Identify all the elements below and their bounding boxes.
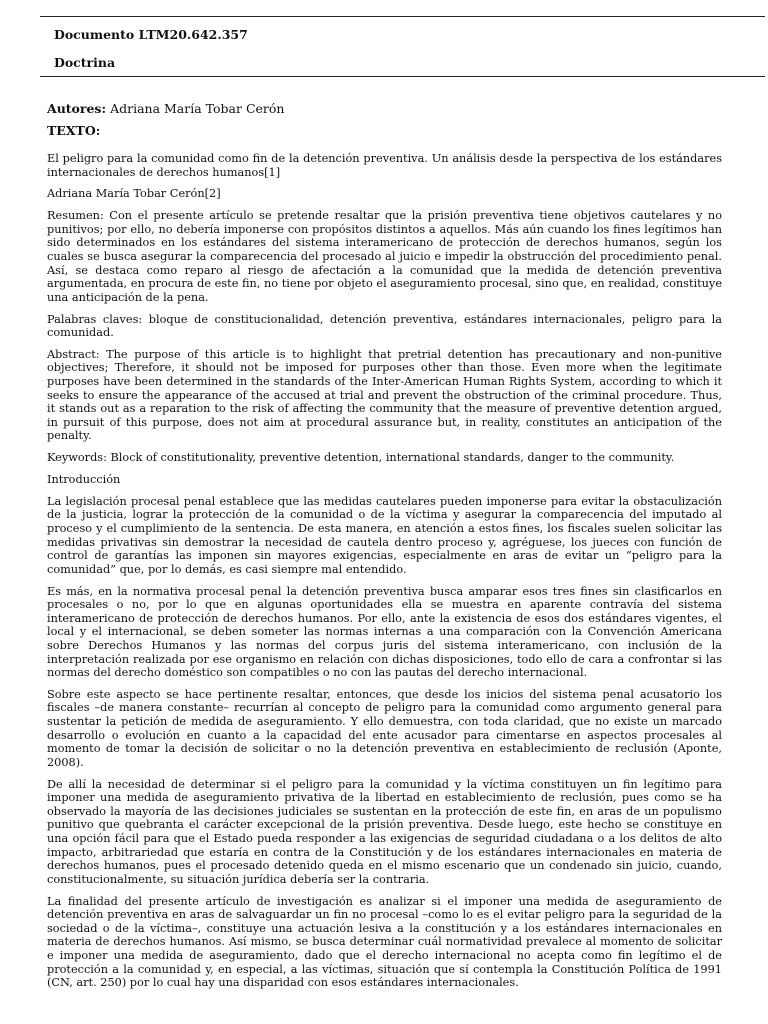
abstract-es: Resumen: Con el presente artículo se pretende resaltar que la prisión preventiva tiene objetivos cautelares y no punitivos; por ello, no debería imponerse con propósitos distintos a aquellos. Más aún cuando los fines legítimos han sido determinados en los estándares del sistema interamericano de protección de derechos humanos, según los cuales se busca asegurar la comparecencia del procesado al juicio e impedir la obstrucción del procedimiento penal. Así, se destaca como reparo al riesgo de afectación a la comunidad que la medida de detención preventiva argumentada, en procura de este fin, no tiene por objeto el aseguramiento procesal, sino que, en realidad, constituye una anticipación de la pena. — [47, 209, 722, 304]
abstract-en: Abstract: The purpose of this article is to highlight that pretrial detention has precautionary and non-punitive objectives; Therefore, it should not be imposed for purposes other than those. Even more when the legitimate purposes have been determined in the standards of the Inter-American Human Rights System, according to which it seeks to ensure the appearance of the accused at trial and prevent the obstruction of the criminal procedure. Thus, it stands out as a reparation to the risk of affecting the community that the measure of preventive detention argued, in pursuit of this purpose, does not aim at procedural assurance but, in reality, constitutes an anticipation of the penalty. — [47, 347, 722, 443]
section-title: Doctrina — [54, 55, 116, 70]
header-bottom-rule — [40, 76, 765, 77]
body-paragraph: Es más, en la normativa procesal penal la detención preventiva busca amparar esos tres fines sin clasificarlos en procesales o no, por lo que en algunas oportunidades ella se muestra en aparente contravía del sistema interamericano de protección de derechos humanos. Por ello, ante la existencia de esos dos estándares vigentes, el local y el internacional, se deben someter las normas internas a una comparación con la Convención Americana sobre Derechos Humanos y las normas del corpus juris del sistema interamericano, con inclusión de la interpretación realizada por ese organismo en relación con dichas disposiciones, todo ello de cara a confrontar si las normas del derecho doméstico son compatibles o no con las pautas del derecho internacional. — [47, 584, 722, 680]
article-title: El peligro para la comunidad como fin de la detención preventiva. Un análisis desde la perspectiva de los estándares internacionales de derechos humanos[1] — [47, 152, 722, 179]
body-paragraph: Sobre este aspecto se hace pertinente resaltar, entonces, que desde los inicios del sistema penal acusatorio los fiscales –de manera constante– recurrían al concepto de peligro para la comunidad como argumento general para sustentar la petición de medida de aseguramiento. Y ello demuestra, con toda claridad, que no existe un marcado desarrollo o evolución en cuanto a la capacidad del ente acusador para cimentarse en aspectos procesales al momento de tomar la decisión de solicitar o no la detención preventiva en establecimiento de reclusión (Aponte, 2008). — [47, 687, 722, 769]
document-id: Documento LTM20.642.357 — [54, 27, 248, 42]
article-author: Adriana María Tobar Cerón[2] — [47, 187, 221, 201]
body-paragraph: La finalidad del presente artículo de investigación es analizar si el imponer una medida de aseguramiento de detención preventiva en aras de salvaguardar un fin no procesal –como lo es el evitar peligro para la seguridad de la sociedad o de la víctima–, constituye una actuación lesiva a la constitución y a los estándares internacionales en materia de derechos humanos. Así mismo, se busca determinar cuál normatividad prevalece al momento de solicitar e imponer una medida de aseguramiento, dado que el derecho internacional no acepta como fin legítimo el de protección a la comunidad y, en especial, a las víctimas, situación que sí contempla la Constitución Política de 1991 (CN, art. 250) por lo cual hay una disparidad con esos estándares internacionales. — [47, 894, 722, 990]
body-paragraph: De allí la necesidad de determinar si el peligro para la comunidad y la víctima constituyen un fin legítimo para imponer una medida de aseguramiento privativa de la libertad en establecimiento de reclusión, pues como se ha observado la mayoría de las decisiones judiciales se sustentan en la protección de este fin, en aras de un populismo punitivo que quebranta el carácter excepcional de la prisión preventiva. Desde luego, este hecho se constituye en una opción fácil para que el Estado pueda responder a las exigencias de seguridad ciudadana o a los delitos de alto impacto, arbitrariedad que estaría en contra de la Constitución y de los estándares internacionales en materia de derechos humanos, pues el procesado detenido queda en el mismo escenario que un condenado sin juicio, cuando, constitucionalmente, su situación jurídica debería ser la contraria. — [47, 777, 722, 886]
header-top-rule — [40, 16, 765, 17]
authors-label: Autores: — [47, 101, 107, 116]
keywords-en: Keywords: Block of constitutionality, preventive detention, international standards, danger to the community. — [47, 451, 675, 465]
article-body — [47, 152, 722, 998]
texto-label: TEXTO: — [47, 123, 101, 138]
authors-names: Adriana María Tobar Cerón — [106, 101, 285, 116]
authors-line — [47, 101, 284, 116]
keywords-es: Palabras claves: bloque de constitucionalidad, detención preventiva, estándares internacionales, peligro para la comunidad. — [47, 312, 722, 340]
body-paragraph: La legislación procesal penal establece que las medidas cautelares pueden imponerse para evitar la obstaculización de la justicia, lograr la protección de la comunidad o de la víctima y asegurar la comparecencia del imputado al proceso y el cumplimiento de la sentencia. De esta manera, en atención a estos fines, los fiscales suelen solicitar las medidas privativas sin demostrar la necesidad de cautela dentro proceso y, agréguese, los jueces con función de control de garantías las imponen sin mayores exigencias, especialmente en aras de evitar un “peligro para la comunidad” que, por lo demás, es casi siempre mal entendido. — [47, 494, 722, 576]
section-heading-introduccion: Introducción — [47, 473, 121, 486]
